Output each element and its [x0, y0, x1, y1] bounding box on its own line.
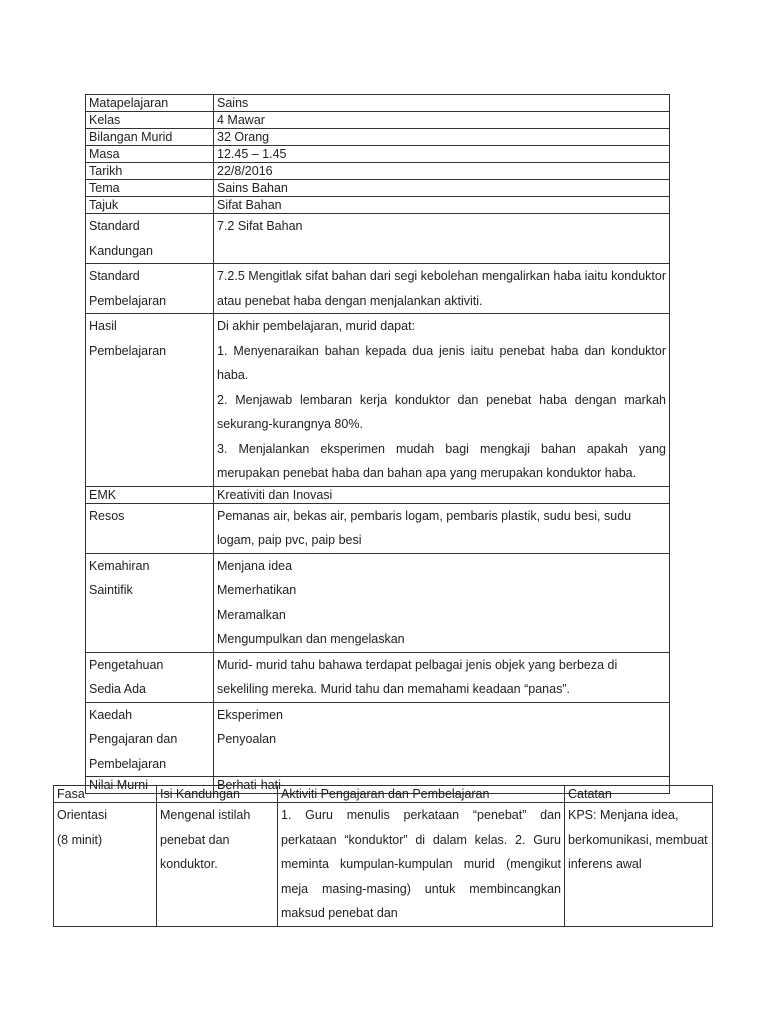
value-standard-pembelajaran: 7.2.5 Mengitlak sifat bahan dari segi kebolehan mengalirkan haba iaitu konduktor atau penebat haba dengan menjalankan aktiviti.	[214, 264, 670, 314]
label-standard-pembelajaran-line-2: Pembelajaran	[89, 293, 167, 308]
hasil-item-3: 3. Menjalankan eksperimen mudah bagi mengkaji bahan apakah yang merupakan penebat haba dan bahan apa yang merupakan konduktor haba.	[217, 441, 666, 480]
value-resos: Pemanas air, bekas air, pembaris logam, pembaris plastik, sudu besi, sudu logam, paip pvc, paip besi	[214, 503, 670, 553]
label-pengetahuan-sedia-ada	[86, 652, 214, 702]
cell-fasa	[54, 803, 157, 927]
label-kaedah	[86, 702, 214, 777]
header-fasa: Fasa	[54, 786, 157, 803]
value-hasil-pembelajaran	[214, 314, 670, 487]
row-tajuk	[86, 197, 670, 214]
row-pengetahuan-sedia-ada	[86, 652, 670, 702]
label-emk: EMK	[86, 486, 214, 503]
label-kemahiran-saintifik	[86, 553, 214, 652]
value-tema: Sains Bahan	[214, 180, 670, 197]
header-isi-kandungan: Isi Kandungan	[157, 786, 278, 803]
row-tema	[86, 180, 670, 197]
row-tarikh	[86, 163, 670, 180]
label-standard-pembelajaran-line-1: Standard	[89, 269, 140, 283]
row-bilangan-murid	[86, 129, 670, 146]
value-pengetahuan-sedia-ada: Murid- murid tahu bahawa terdapat pelbagai jenis objek yang berbeza di sekeliling mereka. Murid tahu dan memahami keadaan “panas”.	[214, 652, 670, 702]
label-kaedah-line-2: Pengajaran dan	[89, 732, 178, 746]
row-emk	[86, 486, 670, 503]
cell-isi-kandungan	[157, 803, 278, 927]
row-standard-kandungan	[86, 214, 670, 264]
label-pengetahuan-line-2: Sedia Ada	[89, 682, 146, 696]
label-tarikh: Tarikh	[86, 163, 214, 180]
label-kemahiran-line-2: Saintifik	[89, 583, 133, 597]
row-resos	[86, 503, 670, 553]
value-kaedah	[214, 702, 670, 777]
label-matapelajaran: Matapelajaran	[86, 95, 214, 112]
row-kemahiran-saintifik	[86, 553, 670, 652]
kemahiran-item-3: Meramalkan	[217, 607, 286, 622]
label-standard-kandungan-line-2: Kandungan	[89, 243, 153, 258]
label-resos: Resos	[86, 503, 214, 553]
kemahiran-item-1: Menjana idea	[217, 558, 293, 573]
label-standard-kandungan	[86, 214, 214, 264]
fasa-header-row	[54, 786, 713, 803]
kemahiran-item-4: Mengumpulkan dan mengelaskan	[217, 632, 405, 646]
label-hasil-line-1: Hasil	[89, 319, 117, 333]
header-aktiviti: Aktiviti Pengajaran dan Pembelajaran	[278, 786, 565, 803]
hasil-intro: Di akhir pembelajaran, murid dapat:	[217, 319, 416, 333]
label-kaedah-line-1: Kaedah	[89, 707, 133, 722]
label-bilangan-murid: Bilangan Murid	[86, 129, 214, 146]
value-bilangan-murid: 32 Orang	[214, 129, 670, 146]
row-matapelajaran	[86, 95, 670, 112]
row-kaedah	[86, 702, 670, 777]
lesson-info-table	[85, 94, 670, 794]
label-kemahiran-line-1: Kemahiran	[89, 558, 150, 573]
value-kelas: 4 Mawar	[214, 112, 670, 129]
isi-line-3: konduktor.	[160, 857, 218, 871]
value-standard-kandungan: 7.2 Sifat Bahan	[214, 214, 670, 264]
label-hasil-line-2: Pembelajaran	[89, 343, 167, 358]
kaedah-item-2: Penyoalan	[217, 732, 277, 746]
value-kemahiran-saintifik	[214, 553, 670, 652]
value-tarikh: 22/8/2016	[214, 163, 670, 180]
label-kaedah-line-3: Pembelajaran	[89, 756, 167, 771]
row-kelas	[86, 112, 670, 129]
label-masa: Masa	[86, 146, 214, 163]
value-tajuk: Sifat Bahan	[214, 197, 670, 214]
label-tajuk: Tajuk	[86, 197, 214, 214]
label-hasil-pembelajaran	[86, 314, 214, 487]
fasa-table	[53, 785, 713, 927]
row-hasil-pembelajaran	[86, 314, 670, 487]
hasil-item-1: 1. Menyenaraikan bahan kepada dua jenis iaitu penebat haba dan konduktor haba.	[217, 343, 666, 382]
label-pengetahuan-line-1: Pengetahuan	[89, 657, 164, 672]
label-standard-pembelajaran	[86, 264, 214, 314]
kaedah-item-1: Eksperimen	[217, 707, 283, 722]
label-kelas: Kelas	[86, 112, 214, 129]
fasa-duration: (8 minit)	[57, 832, 103, 847]
kemahiran-item-2: Memerhatikan	[217, 583, 297, 597]
label-tema: Tema	[86, 180, 214, 197]
cell-catatan: KPS: Menjana idea, berkomunikasi, membuat inferens awal	[565, 803, 713, 927]
value-emk: Kreativiti dan Inovasi	[214, 486, 670, 503]
label-nilai-murni: Nilai Murni	[86, 777, 214, 794]
value-matapelajaran: Sains	[214, 95, 670, 112]
hasil-item-2: 2. Menjawab lembaran kerja konduktor dan penebat haba dengan markah sekurang-kurangnya 80%.	[217, 392, 666, 431]
isi-line-2: penebat dan	[160, 832, 230, 847]
fasa-row-orientasi	[54, 803, 713, 927]
cell-aktiviti: 1. Guru menulis perkataan “penebat” dan perkataan “konduktor” di dalam kelas. 2. Guru meminta kumpulan-kumpulan murid (mengikut meja masing-masing) untuk membincangkan maksud penebat dan	[278, 803, 565, 927]
row-masa	[86, 146, 670, 163]
row-standard-pembelajaran	[86, 264, 670, 314]
isi-line-1: Mengenal istilah	[160, 808, 251, 822]
value-nilai-murni: Berhati-hati	[214, 777, 670, 794]
header-catatan: Catatan	[565, 786, 713, 803]
label-standard-kandungan-line-1: Standard	[89, 219, 140, 233]
value-masa: 12.45 – 1.45	[214, 146, 670, 163]
fasa-name: Orientasi	[57, 808, 108, 822]
